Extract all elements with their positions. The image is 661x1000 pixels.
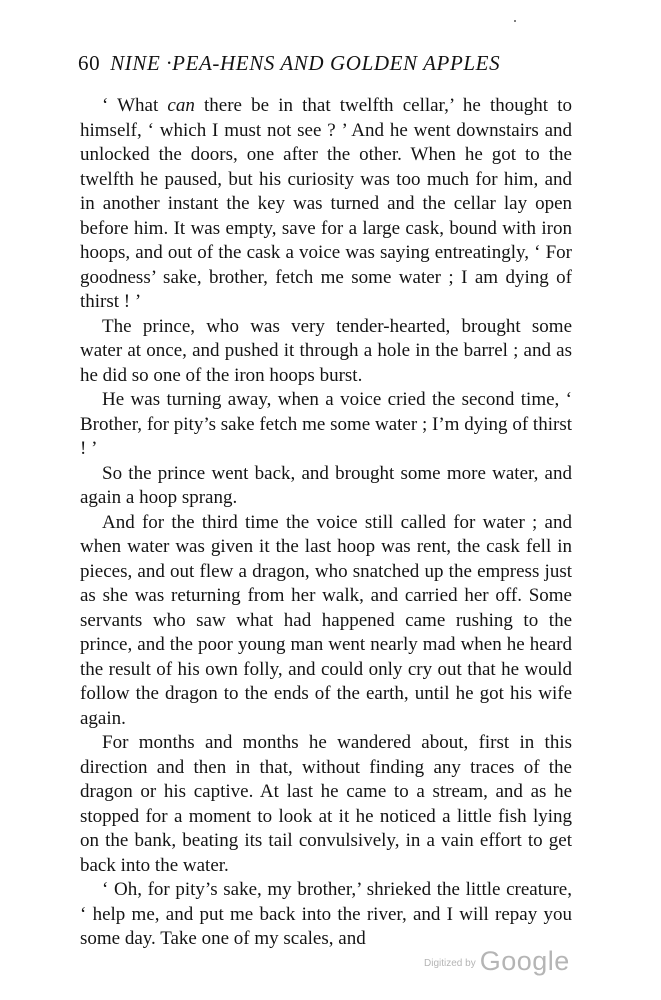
paragraph: ‘ Oh, for pity’s sake, my brother,’ shrieked the little creature, ‘ help me, and put me back into the river, and I will repay you some day. Take one of my scales, and (80, 879, 572, 949)
running-title: NINE ·PEA-HENS AND GOLDEN APPLES (110, 51, 501, 75)
paragraph: So the prince went back, and brought some more water, and again a hoop sprang. (80, 462, 572, 508)
paragraph: And for the third time the voice still called for water ; and when water was given it the last hoop was rent, the cask fell in pieces, and out flew a dragon, who snatched up the empress just as she was returning from her walk, and carried her off. Some servants who saw what had happened came rushing to the prince, and the poor young man went nearly mad when he heard the result of his own folly, and could only cry out that he would follow the dragon to the ends of the earth, until he got his wife again. (80, 511, 572, 729)
paragraph: For months and months he wandered about, first in this direction and then in that, without finding any traces of the dragon or his captive. At last he came to a stream, and as he stopped for a moment to look at it he noticed a little fish lying on the bank, beating its tail convulsively, in a vain effort to get back into the water. (80, 732, 572, 876)
page-number: 60 (78, 51, 101, 75)
body-text (80, 94, 572, 952)
paragraph: The prince, who was very tender-hearted, brought some water at once, and pushed it through a hole in the barrel ; and as he did so one of the iron hoops burst. (80, 315, 572, 386)
emphasized-word: can (167, 95, 195, 116)
digitized-by-label: Digitized by (424, 958, 476, 969)
google-logo: Google (479, 946, 570, 976)
paragraph-text: ‘ What (102, 95, 168, 116)
ink-speck (514, 20, 516, 22)
paragraph: He was turning away, when a voice cried the second time, ‘ Brother, for pity’s sake fetch me some water ; I’m dying of thirst ! ’ (80, 389, 572, 459)
paragraph-text: there be in that twelfth cellar,’ he thought to himself, ‘ which I must not see ? ’ And he went downstairs and unlocked the doors, one after the other. When he got to the twelfth he paused, but his curiosity was too much for him, and in another instant the key was turned and the cellar lay open before him. It was empty, save for a large cask, bound with iron hoops, and out of the cask a voice was saying entreatingly, ‘ For goodness’ sake, brother, fetch me some water ; I am dying of thirst ! ’ (80, 95, 572, 312)
paragraph (80, 94, 572, 315)
running-header (78, 51, 578, 76)
digitization-watermark (424, 946, 570, 977)
